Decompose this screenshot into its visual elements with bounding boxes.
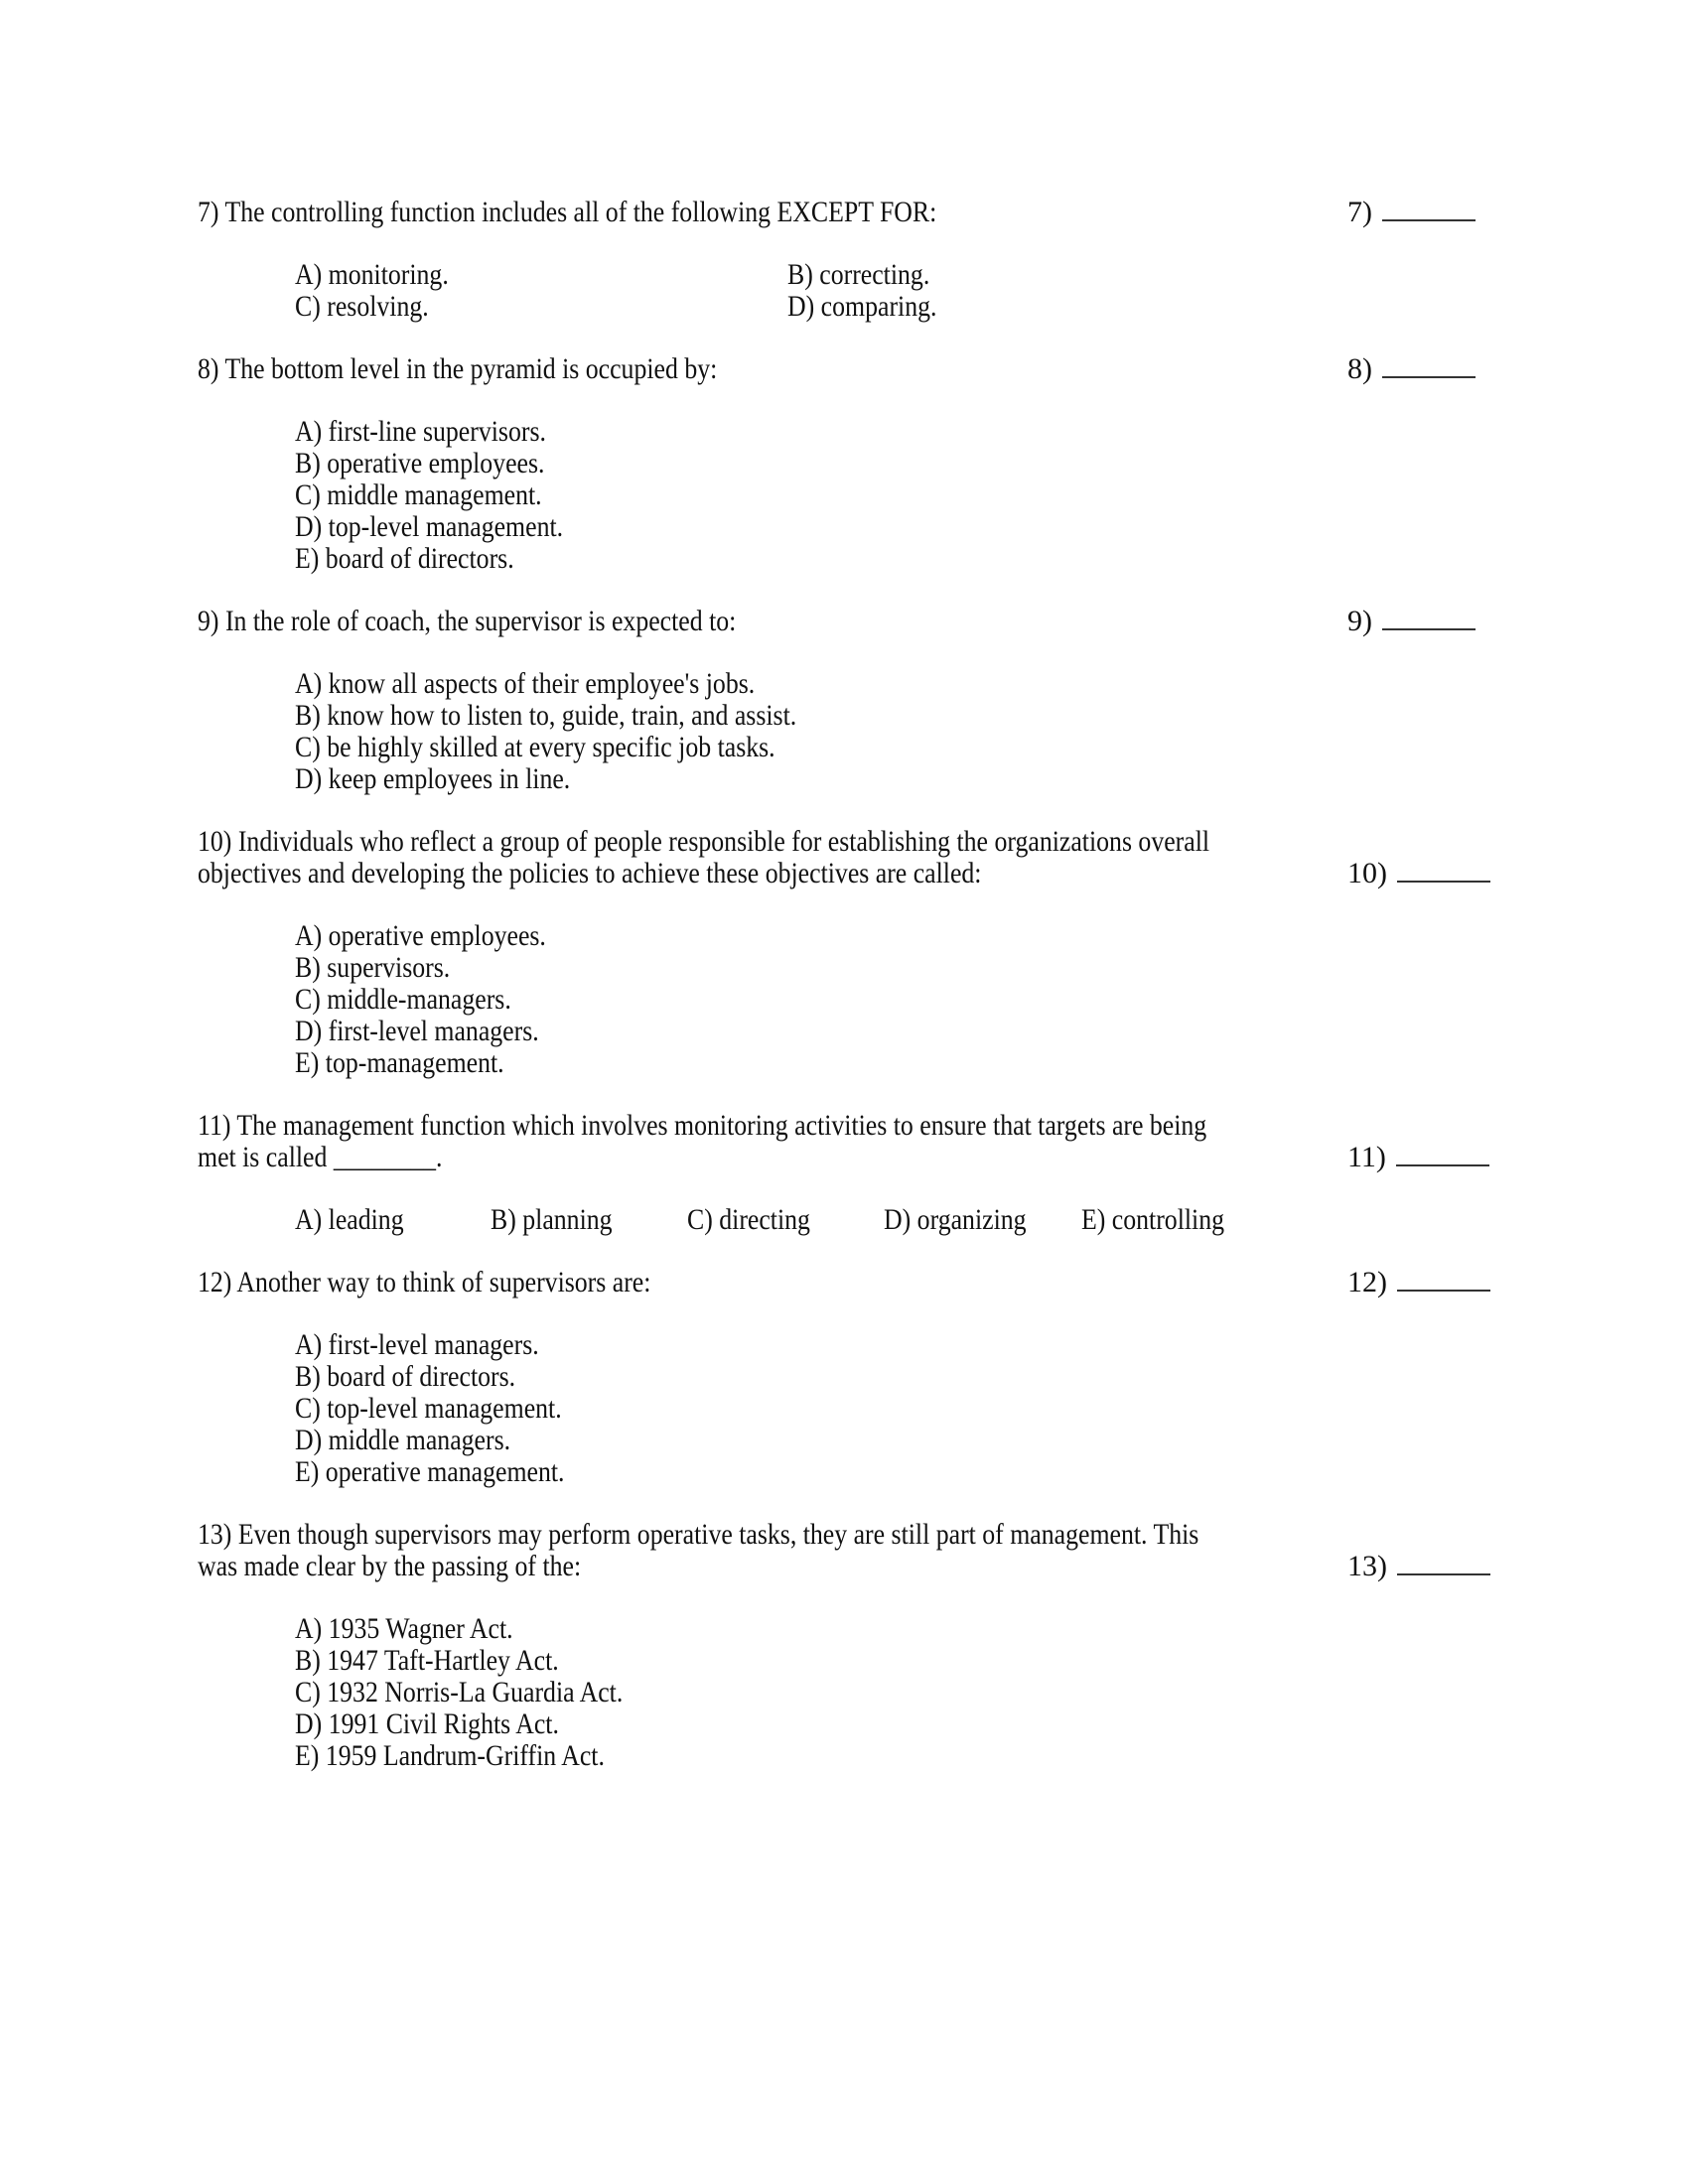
option-text: A) know all aspects of their employee's jobs. (295, 667, 756, 700)
answer-option[interactable] (295, 1204, 491, 1236)
answer-options (198, 920, 1488, 1079)
answer-blank-line[interactable] (1382, 354, 1476, 378)
question-text: 11) The management function which involves monitoring activities to ensure that targets are being (198, 1109, 1207, 1142)
question-text-line (198, 858, 1488, 889)
answer-options (198, 1329, 1488, 1488)
answer-option[interactable] (1081, 1204, 1280, 1236)
option-text: D) top-level management. (295, 510, 564, 543)
option-text: A) 1935 Wagner Act. (295, 1612, 513, 1645)
option-text: D) middle managers. (295, 1424, 511, 1456)
question-text: 9) In the role of coach, the supervisor is expected to: (198, 605, 737, 637)
question-text-line (198, 1551, 1488, 1582)
answer-option[interactable] (295, 511, 1488, 543)
answer-slot[interactable] (1347, 197, 1476, 228)
answer-blank-line[interactable] (1397, 859, 1490, 883)
answer-option[interactable] (295, 259, 787, 291)
question-text-line (198, 197, 1488, 228)
answer-option[interactable] (295, 1708, 1488, 1740)
answer-number: 8) (1347, 352, 1372, 385)
answer-options (198, 1613, 1488, 1772)
question-stem (198, 1267, 1488, 1298)
question-12 (198, 1267, 1488, 1488)
option-text: D) keep employees in line. (295, 762, 571, 795)
question-11 (198, 1110, 1488, 1236)
option-text: A) monitoring. (295, 258, 449, 291)
question-10 (198, 826, 1488, 1079)
answer-option[interactable] (295, 763, 1488, 795)
answer-options (198, 259, 1488, 323)
option-text: B) supervisors. (295, 951, 451, 984)
option-text: A) leading (295, 1203, 404, 1236)
option-text: C) middle management. (295, 478, 542, 511)
answer-slot[interactable] (1347, 858, 1490, 889)
answer-option[interactable] (295, 1677, 1488, 1708)
answer-option[interactable] (295, 1393, 1488, 1425)
question-text-line (198, 1519, 1488, 1551)
option-text: B) know how to listen to, guide, train, and assist. (295, 699, 797, 732)
question-stem (198, 606, 1488, 637)
answer-option[interactable] (687, 1204, 884, 1236)
question-text-line (198, 606, 1488, 637)
question-text: met is called ________. (198, 1141, 443, 1173)
option-text: A) first-level managers. (295, 1328, 539, 1361)
exam-page (198, 197, 1488, 1803)
question-text-line (198, 353, 1488, 385)
option-text: D) 1991 Civil Rights Act. (295, 1707, 559, 1740)
question-text: 8) The bottom level in the pyramid is occupied by: (198, 352, 718, 385)
answer-option[interactable] (295, 291, 787, 323)
answer-option[interactable] (295, 1329, 1488, 1361)
answer-option[interactable] (295, 1613, 1488, 1645)
option-text: D) first-level managers. (295, 1015, 539, 1047)
answer-option[interactable] (295, 1645, 1488, 1677)
answer-slot[interactable] (1347, 353, 1476, 385)
answer-option[interactable] (295, 1456, 1488, 1488)
question-stem (198, 826, 1488, 889)
answer-options (198, 1204, 1488, 1236)
option-text: C) 1932 Norris-La Guardia Act. (295, 1676, 624, 1708)
answer-number: 12) (1347, 1266, 1387, 1298)
option-text: C) directing (687, 1203, 810, 1236)
answer-option[interactable] (295, 1047, 1488, 1079)
answer-slot[interactable] (1347, 1551, 1490, 1582)
question-9 (198, 606, 1488, 795)
question-text-line (198, 1110, 1488, 1142)
question-stem (198, 353, 1488, 385)
option-text: E) 1959 Landrum-Griffin Act. (295, 1739, 605, 1772)
option-text: A) operative employees. (295, 919, 546, 952)
option-text: C) resolving. (295, 290, 429, 323)
question-text: 12) Another way to think of supervisors are: (198, 1266, 651, 1298)
option-text: B) board of directors. (295, 1360, 516, 1393)
answer-number: 11) (1347, 1141, 1386, 1173)
question-7 (198, 197, 1488, 323)
answer-blank-line[interactable] (1396, 1143, 1489, 1166)
question-text-line (198, 1267, 1488, 1298)
question-text: was made clear by the passing of the: (198, 1550, 582, 1582)
answer-option[interactable] (295, 700, 1488, 732)
option-text: B) planning (491, 1203, 613, 1236)
answer-blank-line[interactable] (1397, 1268, 1490, 1292)
question-stem (198, 1110, 1488, 1173)
answer-option[interactable] (295, 920, 1488, 952)
answer-blank-line[interactable] (1397, 1552, 1490, 1575)
answer-number: 7) (1347, 196, 1372, 228)
question-text: 13) Even though supervisors may perform operative tasks, they are still part of management. This (198, 1518, 1199, 1551)
answer-option[interactable] (295, 668, 1488, 700)
option-text: B) 1947 Taft-Hartley Act. (295, 1644, 559, 1677)
answer-option[interactable] (295, 984, 1488, 1016)
option-text: B) operative employees. (295, 447, 545, 479)
option-text: C) middle-managers. (295, 983, 511, 1016)
option-text: C) top-level management. (295, 1392, 562, 1425)
question-text-line (198, 1142, 1488, 1173)
answer-option[interactable] (295, 732, 1488, 763)
answer-slot[interactable] (1347, 606, 1476, 637)
answer-option[interactable] (295, 543, 1488, 575)
question-13 (198, 1519, 1488, 1772)
question-stem (198, 1519, 1488, 1582)
question-text: 7) The controlling function includes all of the following EXCEPT FOR: (198, 196, 937, 228)
answer-option[interactable] (295, 1740, 1488, 1772)
answer-option[interactable] (787, 291, 1185, 323)
answer-option[interactable] (295, 416, 1488, 448)
answer-option[interactable] (295, 1361, 1488, 1393)
answer-blank-line[interactable] (1382, 607, 1476, 630)
option-text: E) board of directors. (295, 542, 514, 575)
option-text: C) be highly skilled at every specific job tasks. (295, 731, 775, 763)
question-text: objectives and developing the policies to achieve these objectives are called: (198, 857, 982, 889)
answer-options (198, 668, 1488, 795)
answer-option[interactable] (295, 479, 1488, 511)
question-text-line (198, 826, 1488, 858)
question-text: 10) Individuals who reflect a group of people responsible for establishing the organizations overall (198, 825, 1210, 858)
option-text: E) top-management. (295, 1046, 504, 1079)
option-text: E) operative management. (295, 1455, 565, 1488)
option-text: B) correcting. (787, 258, 930, 291)
question-8 (198, 353, 1488, 575)
answer-options (198, 416, 1488, 575)
answer-option[interactable] (884, 1204, 1081, 1236)
answer-option[interactable] (491, 1204, 687, 1236)
option-text: A) first-line supervisors. (295, 415, 546, 448)
answer-option[interactable] (295, 1016, 1488, 1047)
answer-option[interactable] (787, 259, 1185, 291)
answer-blank-line[interactable] (1382, 198, 1476, 221)
answer-option[interactable] (295, 1425, 1488, 1456)
option-text: D) organizing (884, 1203, 1027, 1236)
answer-slot[interactable] (1347, 1267, 1490, 1298)
option-text: E) controlling (1081, 1203, 1225, 1236)
answer-number: 13) (1347, 1550, 1387, 1582)
option-text: D) comparing. (787, 290, 937, 323)
answer-number: 10) (1347, 857, 1387, 889)
answer-slot[interactable] (1347, 1142, 1489, 1173)
question-stem (198, 197, 1488, 228)
answer-option[interactable] (295, 952, 1488, 984)
answer-option[interactable] (295, 448, 1488, 479)
answer-number: 9) (1347, 605, 1372, 637)
